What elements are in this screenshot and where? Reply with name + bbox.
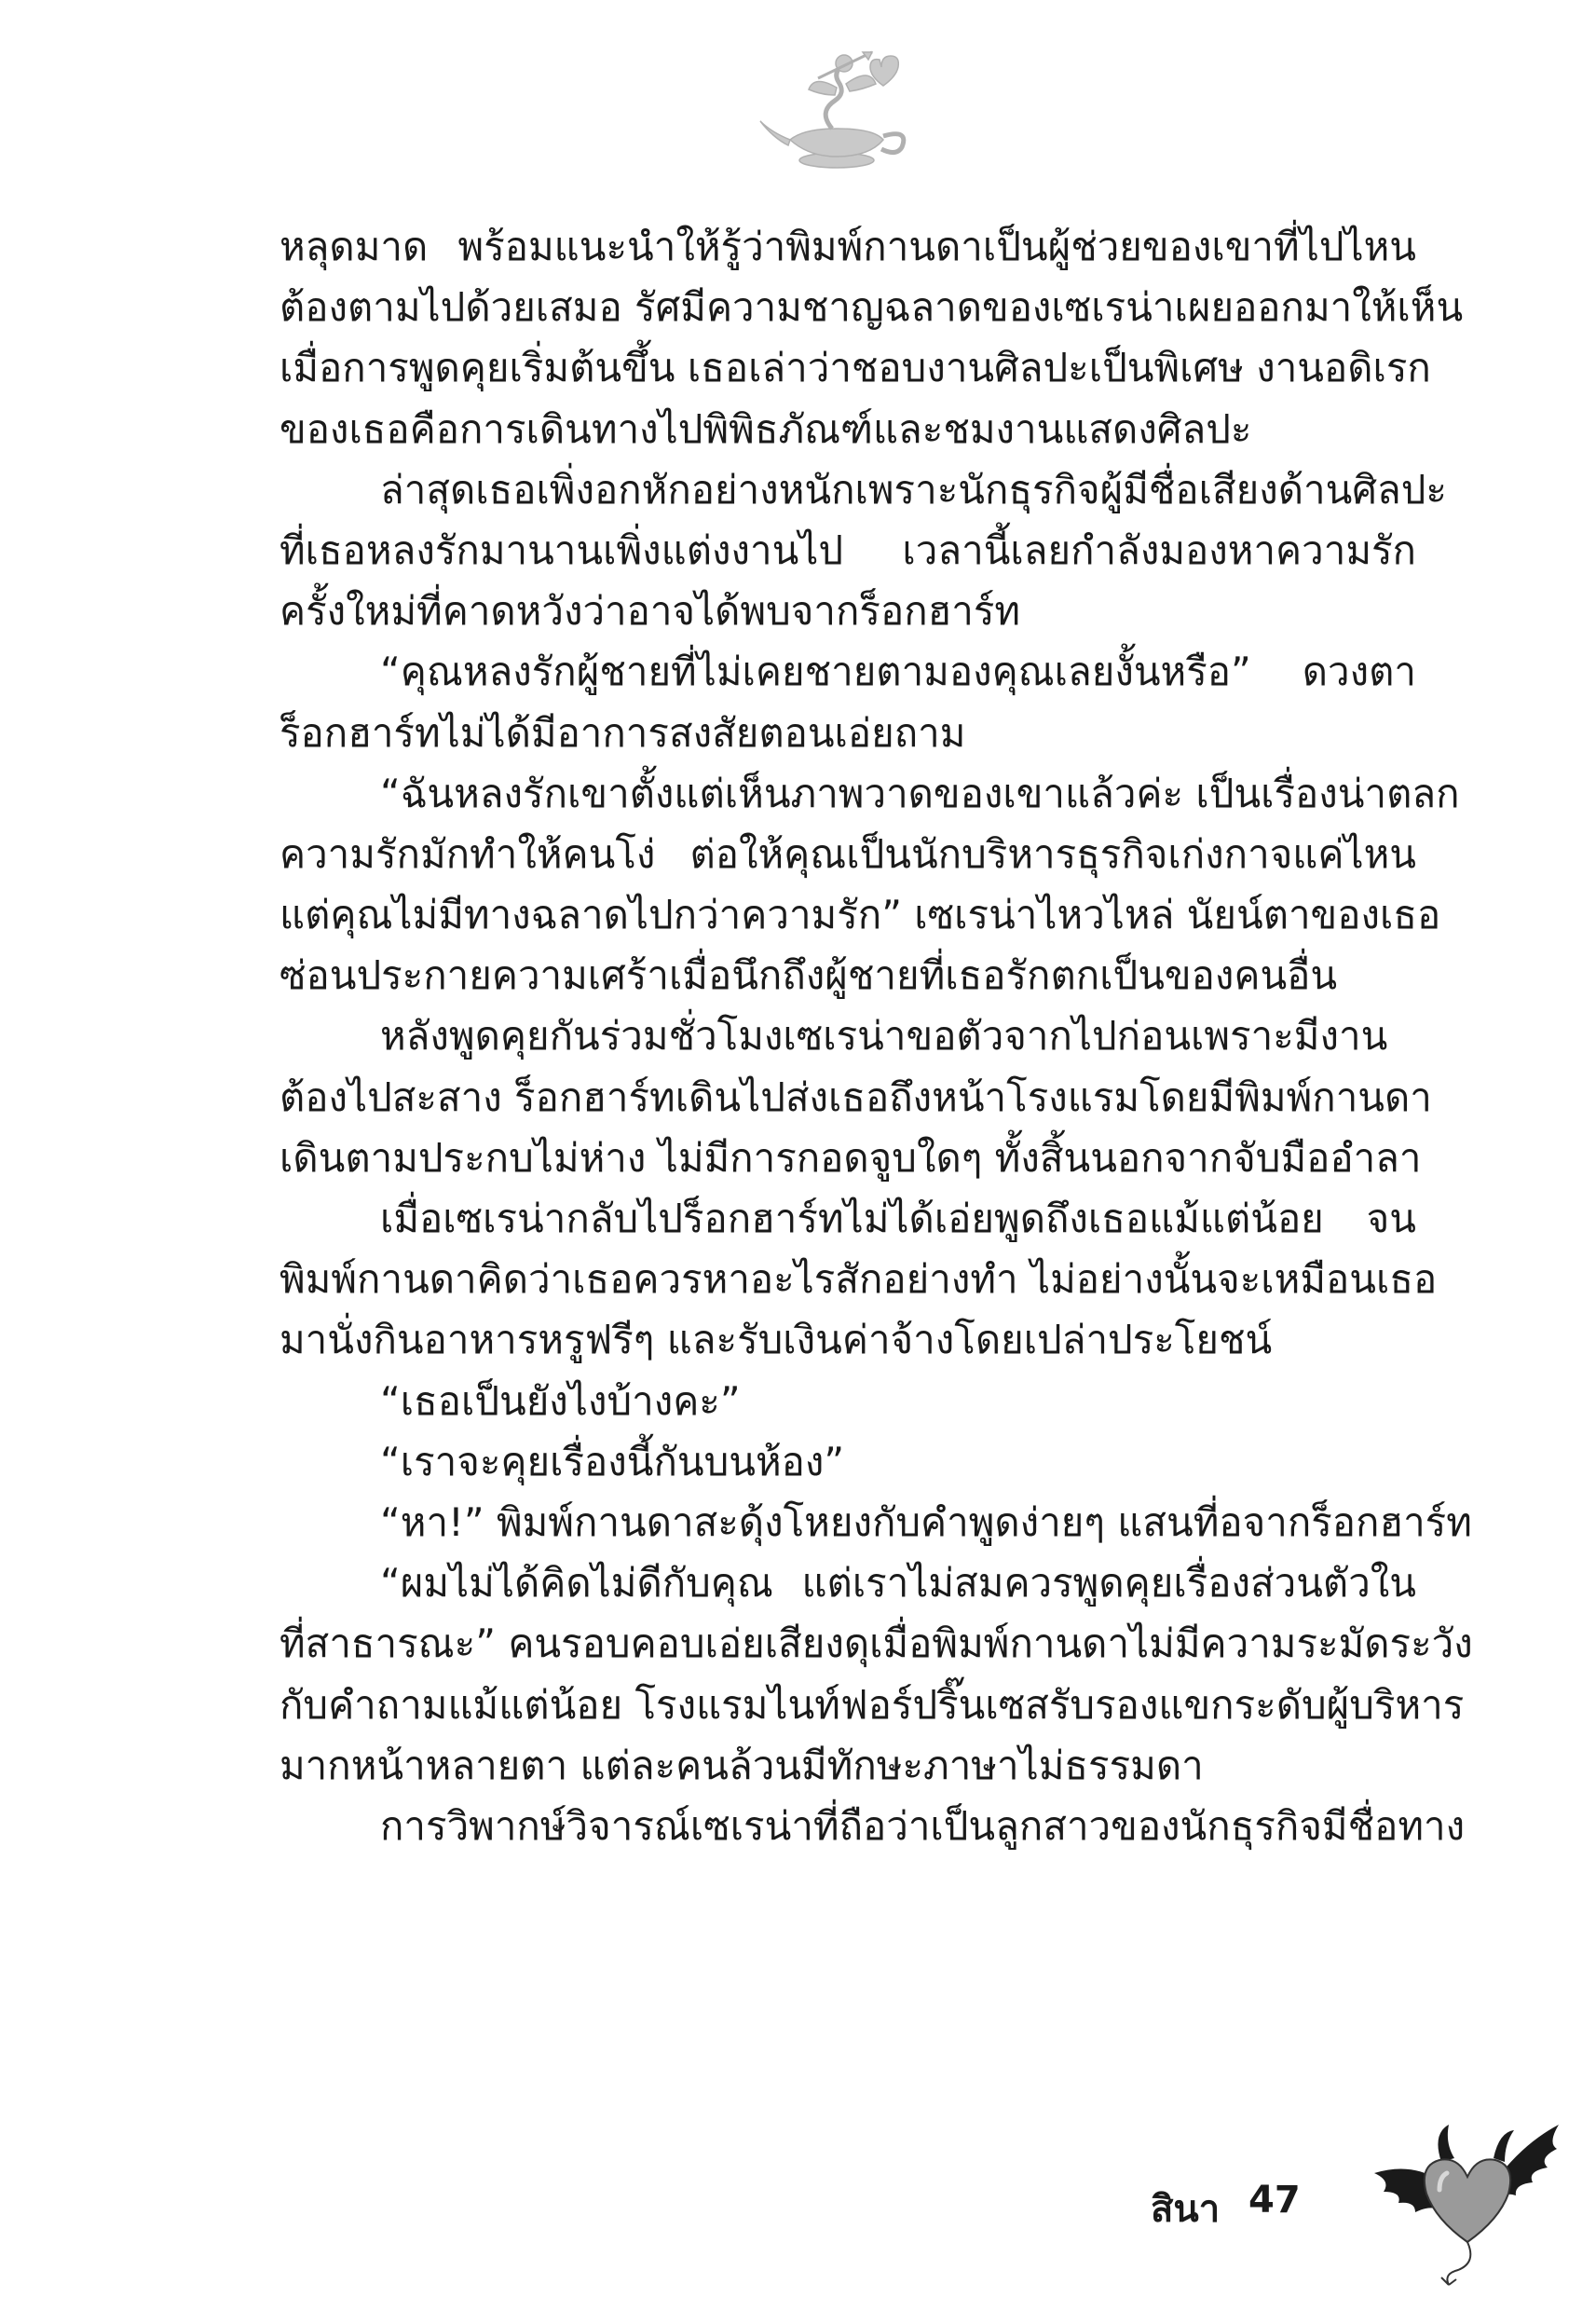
text-line: ซ่อนประกายความเศร้าเมื่อนึกถึงผู้ชายที่เธอรักตกเป็นของคนอื่น: [280, 952, 1338, 999]
text-line: ล่าสุดเธอเพิ่งอกหักอย่างหนักเพราะนักธุรกิจผู้มีชื่อเสียงด้านศิลปะ: [380, 466, 1447, 513]
text-line: มากหน้าหลายตา แต่ละคนล้วนมีทักษะภาษาไม่ธรรมดา: [280, 1742, 1204, 1788]
text-line: แต่คุณไม่มีทางฉลาดไปกว่าความรัก” เซเรน่าไหวไหล่ นัยน์ตาของเธอ: [280, 892, 1441, 938]
text-line: “เราจะคุยเรื่องนี้กันบนห้อง”: [380, 1438, 845, 1484]
text-line: เมื่อการพูดคุยเริ่มต้นขึ้น เธอเล่าว่าชอบงานศิลปะเป็นพิเศษ งานอดิเรก: [280, 345, 1431, 391]
text-line: การวิพากษ์วิจารณ์เซเรน่าที่ถือว่าเป็นลูกสาวของนักธุรกิจมีชื่อทาง: [380, 1802, 1466, 1849]
text-line: ที่เธอหลงรักมานานเพิ่งแต่งงานไป เวลานี้เลยกำลังมองหาความรัก: [280, 526, 1416, 573]
cupid-genie-lamp-icon: [753, 47, 921, 177]
text-line: หลุดมาด พร้อมแนะนำให้รู้ว่าพิมพ์กานดาเป็นผู้ช่วยของเขาที่ไปไหน: [280, 224, 1416, 269]
text-line: “ผมไม่ได้คิดไม่ดีกับคุณ แต่เราไม่สมควรพูดคุยเรื่องส่วนตัวใน: [380, 1560, 1416, 1607]
text-line: ครั้งใหม่ที่คาดหวังว่าอาจได้พบจากร็อกฮาร์ท: [280, 588, 1021, 635]
text-line: “คุณหลงรักผู้ชายที่ไม่เคยชายตามองคุณเลยงั้นหรือ” ดวงตา: [380, 649, 1416, 695]
body-text: [280, 216, 1473, 1856]
text-line: เดินตามประกบไม่ห่าง ไม่มีการกอดจูบใดๆ ทั้งสิ้นนอกจากจับมืออำลา: [280, 1134, 1422, 1181]
text-line: “เธอเป็นยังไงบ้างคะ”: [380, 1377, 741, 1424]
text-line: “ฉันหลงรักเขาตั้งแต่เห็นภาพวาดของเขาแล้วค่ะ เป็นเรื่องน่าตลก: [380, 770, 1460, 816]
text-line: ที่สาธารณะ” คนรอบคอบเอ่ยเสียงดุเมื่อพิมพ์กานดาไม่มีความระมัดระวัง: [280, 1620, 1473, 1667]
text-line: “หา!” พิมพ์กานดาสะดุ้งโหยงกับคำพูดง่ายๆ แสนที่อจากร็อกฮาร์ท: [380, 1498, 1472, 1545]
text-line: พิมพ์กานดาคิดว่าเธอควรหาอะไรสักอย่างทำ ไม่อย่างนั้นจะเหมือนเธอ: [280, 1256, 1438, 1303]
text-line: ความรักมักทำให้คนโง่ ต่อให้คุณเป็นนักบริหารธุรกิจเก่งกาจแค่ไหน: [280, 830, 1416, 877]
text-line: ของเธอคือการเดินทางไปพิพิธภัณฑ์และชมงานแสดงศิลปะ: [280, 405, 1252, 452]
text-line: ต้องไปสะสาง ร็อกฮาร์ทเดินไปส่งเธอถึงหน้าโรงแรมโดยมีพิมพ์กานดา: [280, 1073, 1432, 1120]
footer-author-label: สินา: [1151, 2188, 1221, 2231]
text-line: ร็อกฮาร์ทไม่ได้มีอาการสงสัยตอนเอ่ยถาม: [280, 709, 966, 756]
text-line: มานั่งกินอาหารหรูฟรีๆ และรับเงินค่าจ้างโดยเปล่าประโยชน์: [280, 1317, 1273, 1363]
text-line: หลังพูดคุยกันร่วมชั่วโมงเซเรน่าขอตัวจากไปก่อนเพราะมีงาน: [380, 1013, 1388, 1060]
text-line: ต้องตามไปด้วยเสมอ รัศมีความชาญฉลาดของเซเรน่าเผยออกมาให้เห็น: [280, 284, 1464, 331]
winged-devil-heart-icon: [1374, 2106, 1561, 2292]
text-line: กับคำถามแม้แต่น้อย โรงแรมไนท์ฟอร์ปริ๊นเซสรับรองแขกระดับผู้บริหาร: [280, 1681, 1465, 1728]
page-number: 47: [1248, 2179, 1301, 2222]
text-line: เมื่อเซเรน่ากลับไปร็อกฮาร์ทไม่ได้เอ่ยพูดถึงเธอแม้แต่น้อย จน: [380, 1196, 1416, 1241]
